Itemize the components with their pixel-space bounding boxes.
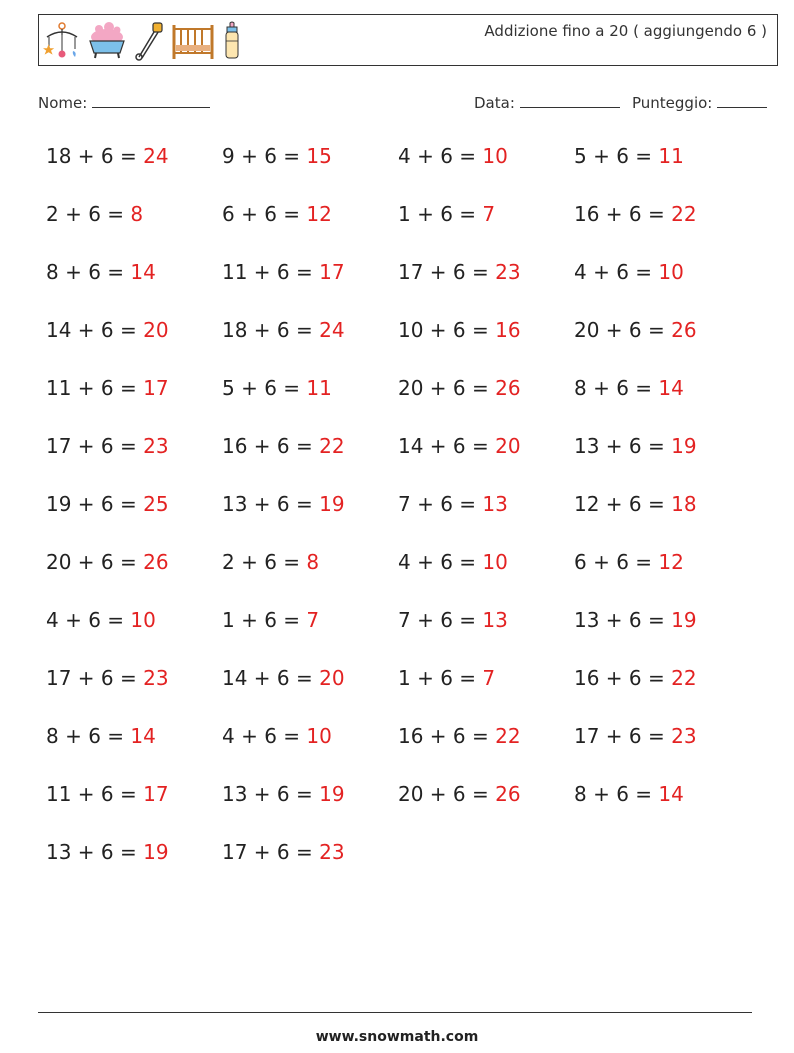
- problem-cell: [398, 492, 574, 550]
- problem-question: 4 + 6 =: [46, 608, 131, 632]
- problem-question: 13 + 6 =: [222, 492, 320, 516]
- problem-cell: [398, 782, 574, 840]
- problem-answer: 19: [319, 782, 345, 806]
- problem-answer: 20: [143, 318, 169, 342]
- problem-answer: 7: [306, 608, 320, 632]
- problem-answer: 26: [495, 782, 521, 806]
- problem-question: 10 + 6 =: [398, 318, 496, 342]
- problem-answer: 24: [319, 318, 345, 342]
- problem-question: 14 + 6 =: [222, 666, 320, 690]
- problem-answer: 8: [306, 550, 320, 574]
- problem-answer: 14: [658, 782, 684, 806]
- problem-answer: 23: [319, 840, 345, 864]
- problem-row: [46, 840, 766, 898]
- footer-divider: [38, 1012, 752, 1013]
- problem-row: [46, 202, 766, 260]
- problem-question: 9 + 6 =: [222, 144, 307, 168]
- problem-question: 4 + 6 =: [574, 260, 659, 284]
- problem-cell: [398, 434, 574, 492]
- problem-question: 13 + 6 =: [46, 840, 144, 864]
- worksheet-title: Addizione fino a 20 ( aggiungendo 6 ): [484, 22, 767, 40]
- problem-cell: [398, 550, 574, 608]
- problem-row: [46, 492, 766, 550]
- problem-cell: [398, 608, 574, 666]
- problem-question: 11 + 6 =: [46, 782, 144, 806]
- problem-answer: 19: [671, 608, 697, 632]
- problem-answer: 19: [671, 434, 697, 458]
- problem-answer: 10: [130, 608, 156, 632]
- problem-cell: [574, 608, 750, 666]
- problem-question: 17 + 6 =: [574, 724, 672, 748]
- problem-cell: [46, 550, 222, 608]
- problem-cell: [46, 318, 222, 376]
- problem-question: 5 + 6 =: [574, 144, 659, 168]
- header-icons: [43, 21, 243, 61]
- problem-question: 4 + 6 =: [398, 144, 483, 168]
- problem-question: 11 + 6 =: [46, 376, 144, 400]
- problem-answer: 25: [143, 492, 169, 516]
- problem-row: [46, 318, 766, 376]
- problem-answer: 26: [671, 318, 697, 342]
- problem-cell: [574, 666, 750, 724]
- problem-cell: [46, 376, 222, 434]
- problem-answer: 7: [482, 202, 496, 226]
- problem-cell: [46, 202, 222, 260]
- problem-question: 16 + 6 =: [222, 434, 320, 458]
- problem-answer: 14: [130, 724, 156, 748]
- problem-answer: 22: [671, 666, 697, 690]
- problem-answer: 15: [306, 144, 332, 168]
- problem-cell: [574, 492, 750, 550]
- problem-cell: [574, 144, 750, 202]
- score-blank: [717, 93, 767, 108]
- problem-question: 8 + 6 =: [574, 782, 659, 806]
- problem-row: [46, 550, 766, 608]
- problem-cell: [46, 434, 222, 492]
- problem-row: [46, 608, 766, 666]
- problem-question: 6 + 6 =: [574, 550, 659, 574]
- problem-cell: [46, 608, 222, 666]
- problem-answer: 23: [143, 666, 169, 690]
- problem-question: 19 + 6 =: [46, 492, 144, 516]
- safety-pin-icon: [133, 21, 165, 61]
- problem-cell: [574, 376, 750, 434]
- name-field: [38, 93, 210, 112]
- problem-answer: 8: [130, 202, 144, 226]
- score-label: Punteggio:: [632, 94, 713, 112]
- problem-question: 13 + 6 =: [574, 434, 672, 458]
- problem-answer: 10: [306, 724, 332, 748]
- problem-cell: [46, 260, 222, 318]
- problem-cell: [574, 550, 750, 608]
- problem-cell: [398, 724, 574, 782]
- problem-question: 17 + 6 =: [398, 260, 496, 284]
- problem-answer: 24: [143, 144, 169, 168]
- problem-answer: 20: [495, 434, 521, 458]
- problem-question: 6 + 6 =: [222, 202, 307, 226]
- problem-answer: 10: [482, 144, 508, 168]
- problem-answer: 10: [658, 260, 684, 284]
- problem-question: 17 + 6 =: [222, 840, 320, 864]
- problem-cell: [574, 318, 750, 376]
- problem-answer: 14: [658, 376, 684, 400]
- problem-answer: 17: [319, 260, 345, 284]
- date-blank: [520, 93, 620, 108]
- problem-answer: 18: [671, 492, 697, 516]
- problem-row: [46, 260, 766, 318]
- problem-row: [46, 144, 766, 202]
- name-blank: [92, 93, 210, 108]
- problem-question: 1 + 6 =: [222, 608, 307, 632]
- problem-question: 4 + 6 =: [222, 724, 307, 748]
- problem-answer: 26: [143, 550, 169, 574]
- problem-cell: [574, 434, 750, 492]
- problem-question: 13 + 6 =: [574, 608, 672, 632]
- problem-row: [46, 434, 766, 492]
- problem-answer: 12: [306, 202, 332, 226]
- problem-answer: 13: [482, 492, 508, 516]
- problem-question: 1 + 6 =: [398, 666, 483, 690]
- header-box: [38, 14, 778, 66]
- problem-row: [46, 376, 766, 434]
- problem-question: 18 + 6 =: [222, 318, 320, 342]
- problem-answer: 23: [143, 434, 169, 458]
- score-field: [632, 93, 767, 112]
- problem-answer: 10: [482, 550, 508, 574]
- problem-cell: [46, 666, 222, 724]
- crib-icon: [171, 21, 215, 61]
- problem-answer: 11: [306, 376, 332, 400]
- problem-question: 2 + 6 =: [46, 202, 131, 226]
- problem-cell: [222, 434, 398, 492]
- problem-question: 5 + 6 =: [222, 376, 307, 400]
- problem-question: 20 + 6 =: [398, 782, 496, 806]
- problem-answer: 19: [143, 840, 169, 864]
- problem-cell: [222, 202, 398, 260]
- problem-cell: [222, 666, 398, 724]
- problem-cell: [222, 550, 398, 608]
- problem-question: 18 + 6 =: [46, 144, 144, 168]
- problem-question: 1 + 6 =: [398, 202, 483, 226]
- problem-cell: [398, 144, 574, 202]
- problem-cell: [222, 840, 398, 898]
- problem-question: 8 + 6 =: [574, 376, 659, 400]
- problem-question: 7 + 6 =: [398, 608, 483, 632]
- problem-grid: [46, 144, 766, 898]
- problem-cell: [222, 724, 398, 782]
- problem-question: 14 + 6 =: [398, 434, 496, 458]
- problem-row: [46, 666, 766, 724]
- baby-bath-icon: [87, 21, 127, 61]
- problem-question: 7 + 6 =: [398, 492, 483, 516]
- problem-answer: 26: [495, 376, 521, 400]
- problem-answer: 22: [495, 724, 521, 748]
- problem-question: 12 + 6 =: [574, 492, 672, 516]
- name-label: Nome:: [38, 94, 88, 112]
- problem-cell: [46, 840, 222, 898]
- problem-question: 13 + 6 =: [222, 782, 320, 806]
- problem-question: 16 + 6 =: [574, 202, 672, 226]
- date-field: [474, 93, 620, 112]
- problem-cell: [222, 318, 398, 376]
- problem-answer: 22: [319, 434, 345, 458]
- date-label: Data:: [474, 94, 515, 112]
- problem-cell: [222, 260, 398, 318]
- problem-row: [46, 724, 766, 782]
- problem-cell: [398, 376, 574, 434]
- problem-question: 17 + 6 =: [46, 666, 144, 690]
- problem-cell: [222, 492, 398, 550]
- problem-cell: [222, 376, 398, 434]
- problem-question: 17 + 6 =: [46, 434, 144, 458]
- problem-cell: [574, 782, 750, 840]
- problem-question: 20 + 6 =: [46, 550, 144, 574]
- problem-answer: 22: [671, 202, 697, 226]
- problem-answer: 19: [319, 492, 345, 516]
- problem-cell: [222, 782, 398, 840]
- problem-cell: [222, 144, 398, 202]
- problem-cell: [398, 260, 574, 318]
- problem-question: 20 + 6 =: [398, 376, 496, 400]
- problem-question: 2 + 6 =: [222, 550, 307, 574]
- problem-cell: [398, 666, 574, 724]
- baby-bottle-icon: [221, 21, 243, 61]
- problem-question: 16 + 6 =: [574, 666, 672, 690]
- problem-answer: 23: [671, 724, 697, 748]
- problem-answer: 12: [658, 550, 684, 574]
- problem-question: 11 + 6 =: [222, 260, 320, 284]
- problem-answer: 7: [482, 666, 496, 690]
- footer-url: www.snowmath.com: [315, 1029, 479, 1045]
- problem-question: 4 + 6 =: [398, 550, 483, 574]
- problem-answer: 20: [319, 666, 345, 690]
- problem-answer: 17: [143, 782, 169, 806]
- problem-cell: [574, 260, 750, 318]
- problem-answer: 17: [143, 376, 169, 400]
- problem-answer: 11: [658, 144, 684, 168]
- problem-question: 8 + 6 =: [46, 260, 131, 284]
- problem-cell: [574, 724, 750, 782]
- problem-answer: 16: [495, 318, 521, 342]
- problem-cell: [46, 492, 222, 550]
- problem-question: 20 + 6 =: [574, 318, 672, 342]
- baby-mobile-icon: [43, 21, 81, 61]
- problem-question: 16 + 6 =: [398, 724, 496, 748]
- problem-answer: 13: [482, 608, 508, 632]
- problem-cell: [398, 318, 574, 376]
- problem-cell: [46, 144, 222, 202]
- problem-answer: 14: [130, 260, 156, 284]
- problem-cell: [46, 782, 222, 840]
- problem-question: 14 + 6 =: [46, 318, 144, 342]
- problem-answer: 23: [495, 260, 521, 284]
- problem-question: 8 + 6 =: [46, 724, 131, 748]
- problem-cell: [222, 608, 398, 666]
- problem-cell: [398, 202, 574, 260]
- problem-cell: [574, 202, 750, 260]
- problem-row: [46, 782, 766, 840]
- problem-cell: [46, 724, 222, 782]
